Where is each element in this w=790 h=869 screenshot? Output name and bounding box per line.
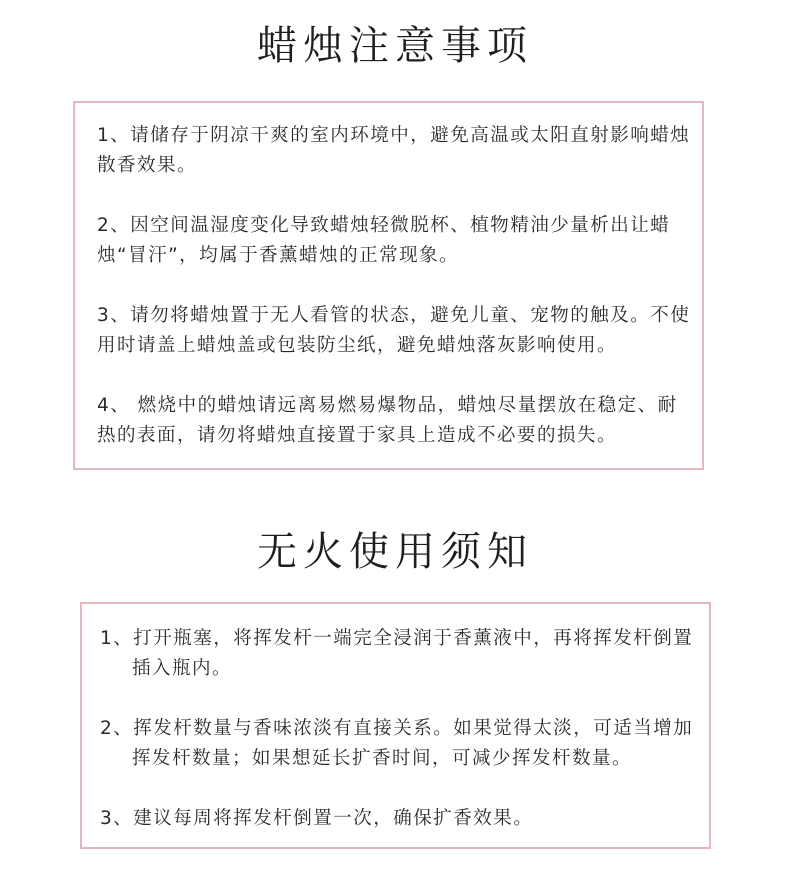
candle-notice-item-1: 1、请储存于阴凉干爽的室内环境中，避免高温或太阳直射影响蜡烛散香效果。 <box>97 125 691 176</box>
reed-notice-item-3: 3、建议每周将挥发杆倒置一次，确保扩香效果。 <box>100 808 534 829</box>
candle-notice-box <box>73 101 704 470</box>
candle-notice-item-2: 2、因空间温湿度变化导致蜡烛轻微脱杯、植物精油少量析出让蜡烛“冒汗”，均属于香薰蜡烛的正常现象。 <box>97 215 671 266</box>
candle-notice-item-3: 3、请勿将蜡烛置于无人看管的状态，避免儿童、宠物的触及。不使用时请盖上蜡烛盖或包装防尘纸，避免蜡烛落灰影响使用。 <box>97 305 691 356</box>
reed-notice-box <box>80 602 711 849</box>
reed-notice-item-1: 1、打开瓶塞，将挥发杆一端完全浸润于香薰液中，再将挥发杆倒置插入瓶内。 <box>100 628 694 679</box>
reed-notice-item-2: 2、挥发杆数量与香味浓淡有直接关系。如果觉得太淡，可适当增加挥发杆数量；如果想延长扩香时间，可减少挥发杆数量。 <box>100 718 694 769</box>
candle-notice-title: 蜡烛注意事项 <box>257 23 533 69</box>
candle-notice-item-4: 4、 燃烧中的蜡烛请远离易燃易爆物品，蜡烛尽量摆放在稳定、耐热的表面，请勿将蜡烛直接置于家具上造成不必要的损失。 <box>97 395 678 446</box>
reed-notice-title: 无火使用须知 <box>257 529 533 575</box>
